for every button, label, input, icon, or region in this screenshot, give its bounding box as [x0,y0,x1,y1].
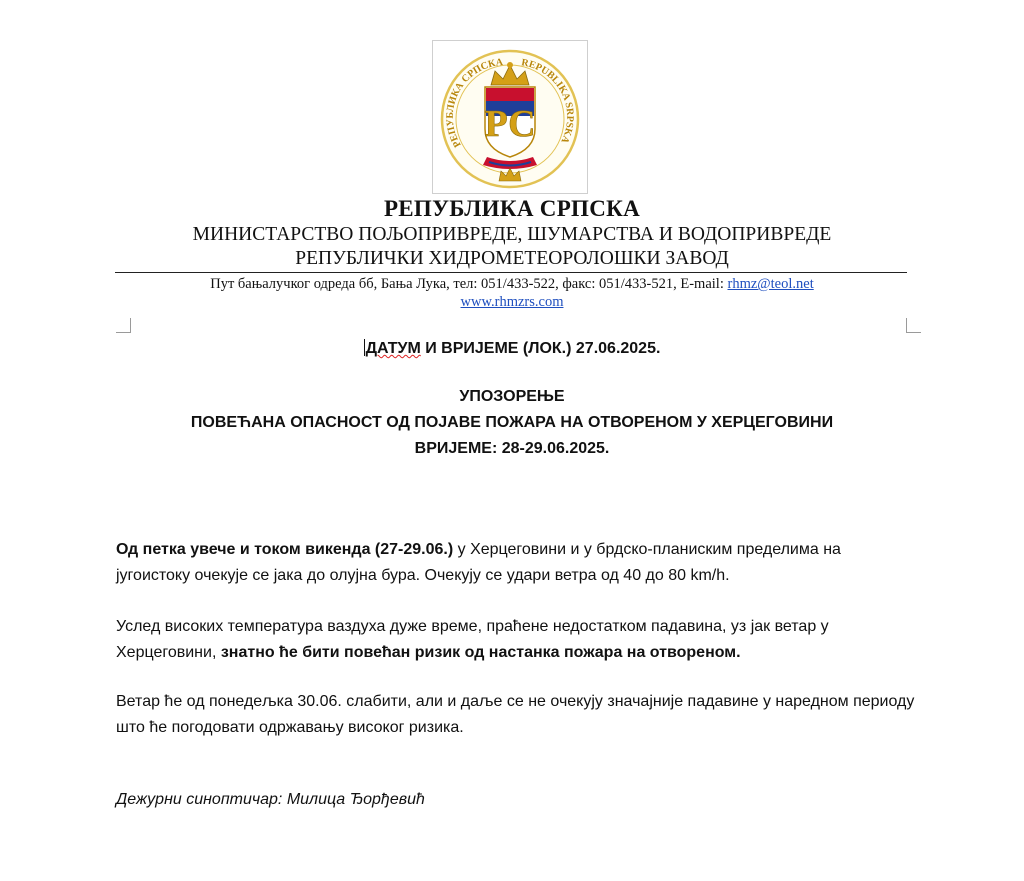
svg-text:REPUBLIKA SRPSKA: REPUBLIKA SRPSKA [520,57,576,145]
address-text: Пут бањалучког одреда бб, Бања Лука, тел: 051/433-522, факс: 051/433-521, E-mail: [210,276,728,292]
institute-name: РЕПУБЛИЧКИ ХИДРОМЕТЕОРОЛОШКИ ЗАВОД [295,248,729,269]
text-cursor [364,339,365,356]
svg-text:РС: РС [484,103,536,145]
email-link[interactable]: rhmz@teol.net [727,276,814,292]
date-label-rest: И ВРИЈЕМЕ (ЛОК.) 27.06.2025. [420,340,661,357]
page-margin-corner-right [906,318,921,333]
forecast-text: у Херцеговини и у брдско-планиским пределима на југоистоку очекује се јака до олујна бура. Очекују се удари ветра од 40 до 80 km/h. [116,541,841,584]
org-name: РЕПУБЛИКА СРПСКА [383,196,641,221]
contact-line [0,276,1024,293]
risk-bold: знатно ће бити повећан ризик од настанка пожара на отвореном. [220,644,741,661]
date-time-line [0,339,1024,358]
paragraph-risk [116,614,916,666]
forecast-period-bold: Од петка увече и током викенда (27-29.06.) [116,541,454,558]
page-margin-corner-left [116,318,131,333]
forecaster-signature: Дежурни синоптичар: Милица Ђорђевић [116,791,425,808]
warning-heading: УПОЗОРЕЊЕ [459,388,565,405]
warning-period: ВРИЈЕМЕ: 28-29.06.2025. [414,440,610,457]
svg-text:РЕПУБЛИКА СРПСКА: РЕПУБЛИКА СРПСКА [444,56,504,150]
header-divider [115,272,907,273]
website-link[interactable]: www.rhmzrs.com [460,294,564,310]
warning-subject: ПОВЕЋАНА ОПАСНОСТ ОД ПОЈАВЕ ПОЖАРА НА ОТВОРЕНОМ У ХЕРЦЕГОВИНИ [190,414,834,431]
paragraph-outlook: Ветар ће од понедељка 30.06. слабити, али и даље се не очекују значајније падавине у наредном периоду што ће погодовати одржавању високог ризика. [116,693,915,736]
paragraph-forecast [116,537,916,589]
ministry-name: МИНИСТАРСТВО ПОЉОПРИВРЕДЕ, ШУМАРСТВА И ВОДОПРИВРЕДЕ [192,224,832,245]
date-label-word: ДАТУМ [365,340,421,357]
website-line [0,294,1024,311]
risk-text: Услед високих температура ваздуха дуже време, праћене недостатком падавина, уз јак ветар у Херцеговини, [116,618,829,661]
emblem-logo [432,40,588,194]
